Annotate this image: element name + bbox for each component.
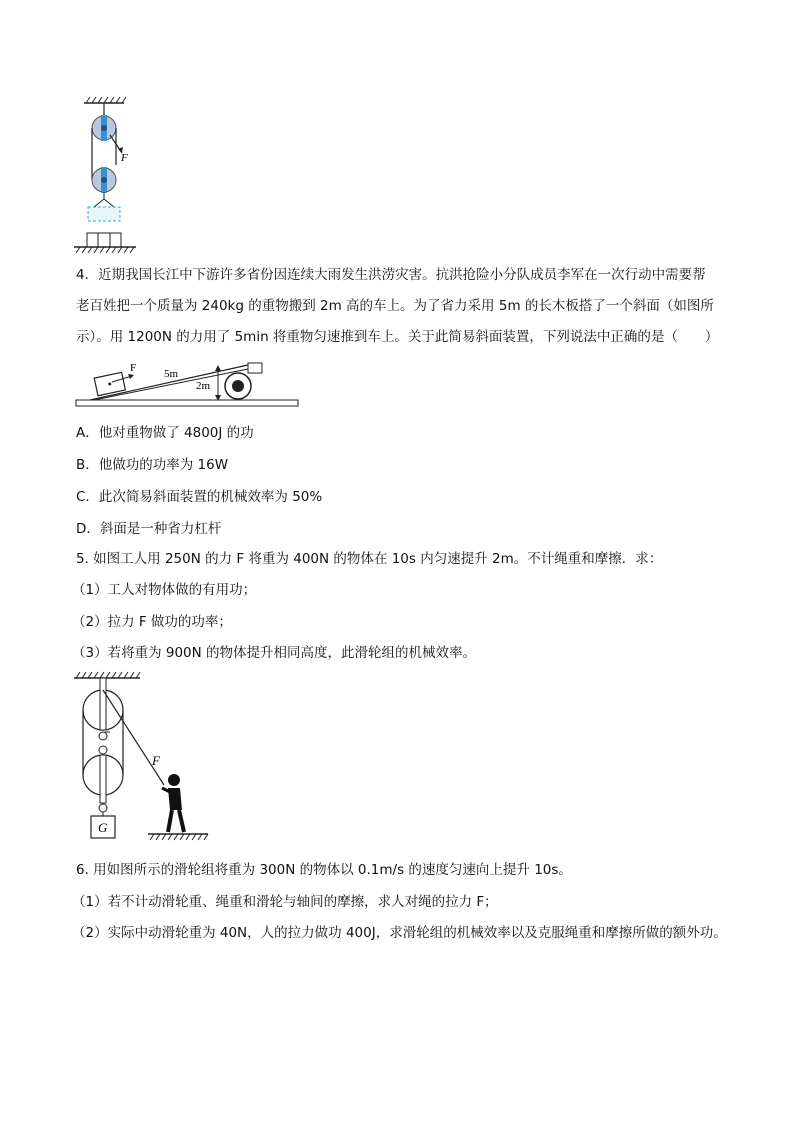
q4-option-d: D．斜面是一种省力杠杆 [76, 521, 222, 537]
q5-part-2: （2）拉力 F 做功的功率； [72, 614, 232, 630]
weight-label: G [98, 820, 108, 835]
incline-length-label: 5m [164, 368, 179, 380]
incline-force-label: F [130, 362, 137, 374]
q4-option-c: C．此次简易斜面装置的机械效率为 50% [76, 489, 323, 505]
q5-stem: 5. 如图工人用 250N 的力 F 将重为 400N 的物体在 10s 内匀速提升 2m。不计绳重和摩擦．求： [76, 551, 663, 567]
force-label: F [121, 152, 128, 164]
q5-part-1: （1）工人对物体做的有用功； [72, 582, 257, 598]
q4-option-a: A．他对重物做了 4800J 的功 [76, 425, 254, 441]
incline-figure [72, 355, 302, 413]
q4-line-1: 4．近期我国长江中下游许多省份因连续大雨发生洪涝灾害。抗洪抢险小分队成员李军在一次行动中需要帮 [76, 267, 706, 283]
q4-line-2: 老百姓把一个质量为 240kg 的重物搬到 2m 高的车上。为了省力采用 5m 的长木板搭了一个斜面（如图所 [76, 298, 714, 314]
q4-option-b: B．他做功的功率为 16W [76, 457, 229, 473]
q6-stem: 6. 用如图所示的滑轮组将重为 300N 的物体以 0.1m/s 的速度匀速向上提升 10s。 [76, 862, 572, 878]
worker-force-label: F [152, 753, 160, 768]
incline-height-label: 2m [196, 380, 211, 392]
pulley-worker-figure [70, 670, 240, 845]
q6-part-2: （2）实际中动滑轮重为 40N，人的拉力做功 400J，求滑轮组的机械效率以及克服绳重和摩擦所做的额外功。 [72, 925, 727, 941]
q6-part-1: （1）若不计动滑轮重、绳重和滑轮与轴间的摩擦，求人对绳的拉力 F； [72, 894, 498, 910]
q5-part-3: （3）若将重为 900N 的物体提升相同高度，此滑轮组的机械效率。 [72, 645, 477, 661]
top-pulley-figure [70, 95, 160, 260]
q4-line-3: 示）。用 1200N 的力用了 5min 将重物匀速推到车上。关于此简易斜面装置，下列说法中正确的是（ ） [76, 329, 719, 345]
